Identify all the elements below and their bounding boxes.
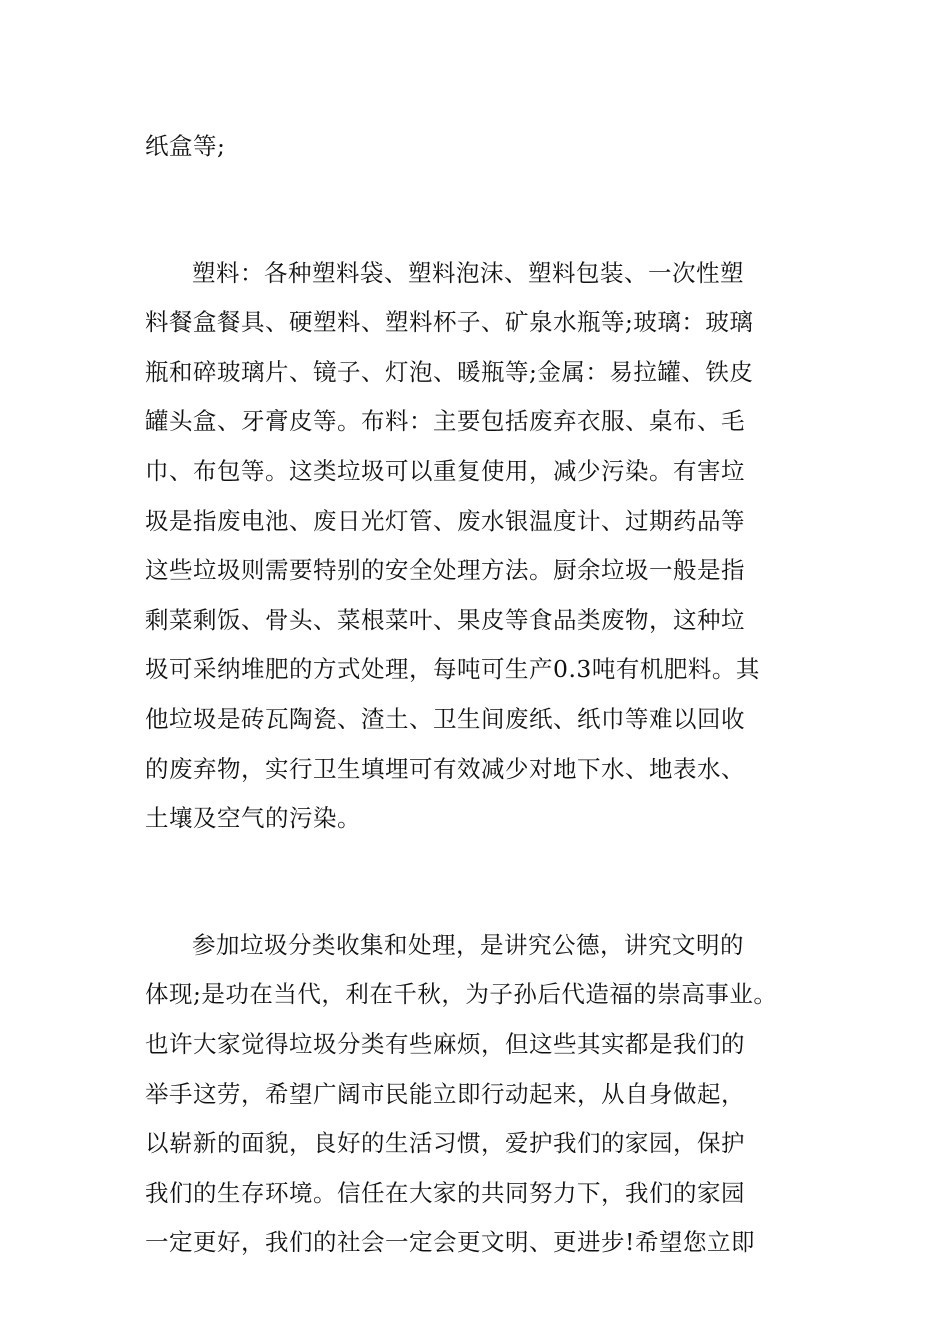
text-line: 瓶和碎玻璃片、镜子、灯泡、暖瓶等;金属：易拉罐、铁皮 <box>145 357 754 386</box>
text-line: 纸盒等; <box>145 132 226 160</box>
text-line: 也许大家觉得垃圾分类有些麻烦，但这些其实都是我们的 <box>145 1029 745 1058</box>
text-line: 圾可采纳堆肥的方式处理，每吨可生产0.3吨有机肥料。其 <box>145 655 760 684</box>
text-line: 我们的生存环境。信任在大家的共同努力下，我们的家园 <box>145 1178 745 1207</box>
text-line: 塑料：各种塑料袋、塑料泡沫、塑料包装、一次性塑 <box>192 258 744 287</box>
paragraph-3 <box>145 921 810 1268</box>
text-line: 料餐盒餐具、硬塑料、塑料杯子、矿泉水瓶等;玻璃：玻璃 <box>145 308 754 337</box>
text-line: 巾、布包等。这类垃圾可以重复使用，减少污染。有害垃 <box>145 456 745 485</box>
text-line: 参加垃圾分类收集和处理，是讲究公德，讲究文明的 <box>192 930 744 959</box>
document-page <box>145 122 810 1268</box>
text-line: 罐头盒、牙膏皮等。布料：主要包括废弃衣服、桌布、毛 <box>145 407 745 436</box>
text-line: 土壤及空气的污染。 <box>145 804 361 833</box>
text-line: 一定更好，我们的社会一定会更文明、更进步!希望您立即 <box>145 1228 755 1257</box>
text-line: 的废弃物，实行卫生填埋可有效减少对地下水、地表水、 <box>145 754 745 783</box>
paragraph-gap <box>145 172 810 249</box>
paragraph-gap <box>145 844 810 921</box>
text-line: 圾是指废电池、废日光灯管、废水银温度计、过期药品等 <box>145 506 745 535</box>
text-line: 体现;是功在当代，利在千秋，为子孙后代造福的崇高事业。 <box>145 980 778 1009</box>
paragraph-1 <box>145 122 810 172</box>
text-line: 举手这劳，希望广阔市民能立即行动起来，从自身做起， <box>145 1079 745 1108</box>
text-line: 剩菜剩饭、骨头、菜根菜叶、果皮等食品类废物，这种垃 <box>145 605 745 634</box>
paragraph-2 <box>145 249 810 844</box>
text-line: 他垃圾是砖瓦陶瓷、渣土、卫生间废纸、纸巾等难以回收 <box>145 704 745 733</box>
text-line: 以崭新的面貌，良好的生活习惯，爱护我们的家园，保护 <box>145 1129 745 1158</box>
text-line: 这些垃圾则需要特别的安全处理方法。厨余垃圾一般是指 <box>145 556 745 585</box>
